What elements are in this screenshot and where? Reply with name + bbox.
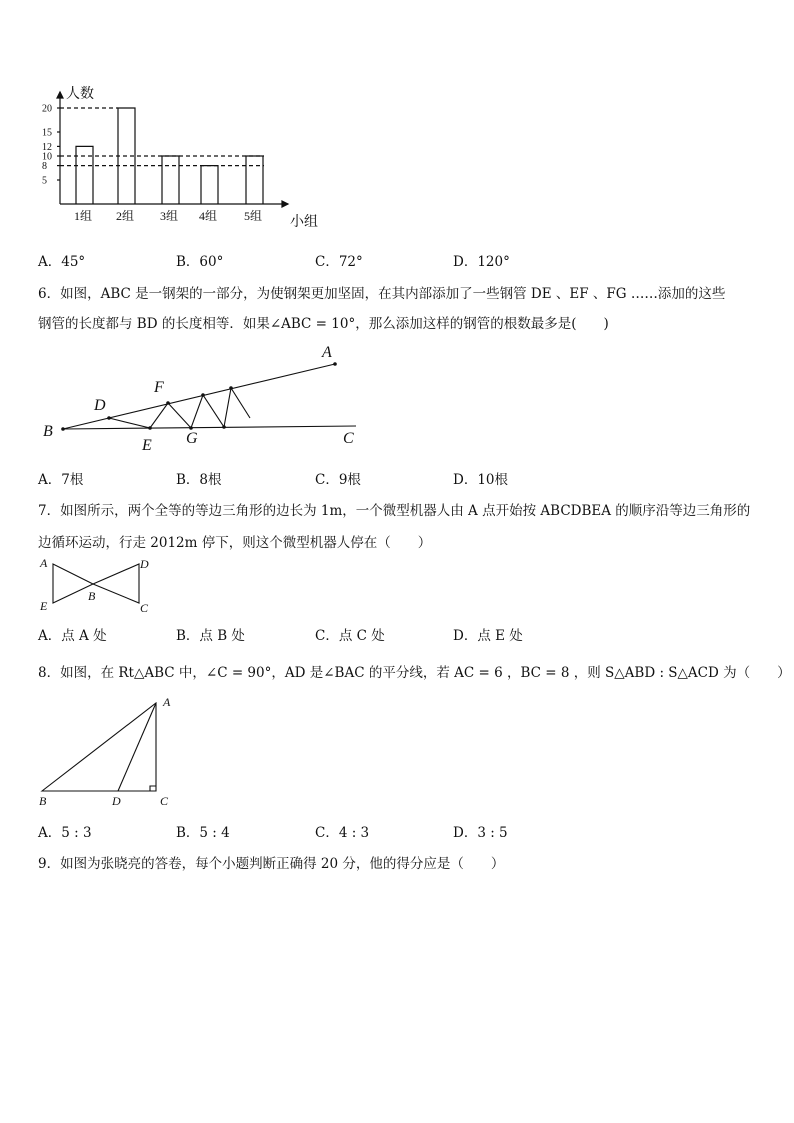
q5-option-d: D．120° (453, 254, 510, 270)
q8-option-b: B．5 : 4 (176, 825, 230, 841)
q7-option-d: D．点 E 处 (453, 628, 523, 644)
q8-label-c: C (160, 794, 169, 808)
q7-label-d: D (140, 557, 149, 571)
q6-label-a: A (322, 344, 332, 361)
chart-x-axis-label: 小组 (290, 215, 318, 230)
q5-option-a: A．45° (38, 254, 86, 270)
chart-bar (246, 156, 263, 204)
chart-x-tick-label: 4组 (199, 209, 218, 223)
chart-x-tick-label: 2组 (116, 209, 135, 223)
q7-label-a: A (40, 556, 48, 570)
q8-label-d: D (112, 794, 121, 808)
q8-label-b: B (39, 794, 47, 808)
q7-label-e: E (40, 599, 48, 613)
q6-figure (38, 340, 368, 460)
chart-x-axis-arrow (282, 201, 288, 207)
q7-option-b: B．点 B 处 (176, 628, 245, 644)
chart-bar (162, 156, 179, 204)
q6-option-b: B．8根 (176, 472, 222, 488)
q8-label-a: A (163, 695, 171, 709)
q5-bar-chart (30, 78, 340, 238)
q6-label-d: D (94, 397, 106, 414)
q9-question-line: 9．如图为张晓亮的答卷，每个小题判断正确得 20 分，他的得分应是（ ） (38, 856, 505, 872)
q8-option-d: D．3 : 5 (453, 825, 508, 841)
chart-y-tick-label: 8 (42, 161, 47, 173)
q8-option-a: A．5 : 3 (38, 825, 92, 841)
q7-label-c: C (140, 601, 149, 615)
q6-label-c: C (343, 430, 354, 447)
q8-question-line: 8．如图，在 Rt△ABC 中，∠C = 90°，AD 是∠BAC 的平分线，若 AC = 6 ，BC = 8 ，则 S△ABD : S△ACD 为（ ） (38, 665, 791, 681)
q7-question-line1: 7．如图所示，两个全等的等边三角形的边长为 1m，一个微型机器人由 A 点开始按 ABCDBEA 的顺序沿等边三角形的 (38, 503, 751, 519)
chart-bar (76, 146, 93, 204)
q7-option-a: A．点 A 处 (38, 628, 107, 644)
chart-y-tick-label: 12 (42, 141, 52, 153)
q6-question-line2: 钢管的长度都与 BD 的长度相等．如果∠ABC = 10°，那么添加这样的钢管的根数最多是( ) (38, 316, 609, 332)
q6-label-f: F (154, 379, 164, 396)
chart-y-tick-label: 15 (42, 127, 52, 139)
chart-y-axis-label: 人数 (66, 87, 94, 102)
chart-y-tick-label: 5 (42, 175, 47, 187)
q6-option-d: D．10根 (453, 472, 509, 488)
chart-x-tick-label: 1组 (74, 209, 93, 223)
chart-y-tick-label: 20 (42, 103, 52, 115)
q7-question-line2: 边循环运动，行走 2012m 停下，则这个微型机器人停在（ ） (38, 535, 432, 551)
q7-figure (36, 556, 166, 618)
q6-question-line1: 6．如图，ABC 是一钢架的一部分，为使钢架更加坚固，在其内部添加了一些钢管 DE 、EF 、FG ……添加的这些 (38, 286, 726, 302)
q6-label-g: G (186, 430, 198, 447)
q6-option-a: A．7根 (38, 472, 84, 488)
q6-label-e: E (142, 437, 152, 454)
q7-option-c: C．点 C 处 (315, 628, 385, 644)
q8-option-c: C．4 : 3 (315, 825, 370, 841)
chart-y-tick-label: 10 (42, 151, 52, 163)
q6-option-c: C．9根 (315, 472, 361, 488)
chart-x-tick-label: 5组 (244, 209, 263, 223)
q5-option-c: C．72° (315, 254, 363, 270)
chart-bar (201, 166, 218, 204)
chart-x-tick-label: 3组 (160, 209, 179, 223)
q8-figure (30, 690, 190, 810)
q6-label-b: B (43, 423, 53, 440)
q5-option-b: B．60° (176, 254, 224, 270)
q7-label-b: B (88, 589, 96, 603)
chart-y-axis-arrow (57, 92, 63, 98)
